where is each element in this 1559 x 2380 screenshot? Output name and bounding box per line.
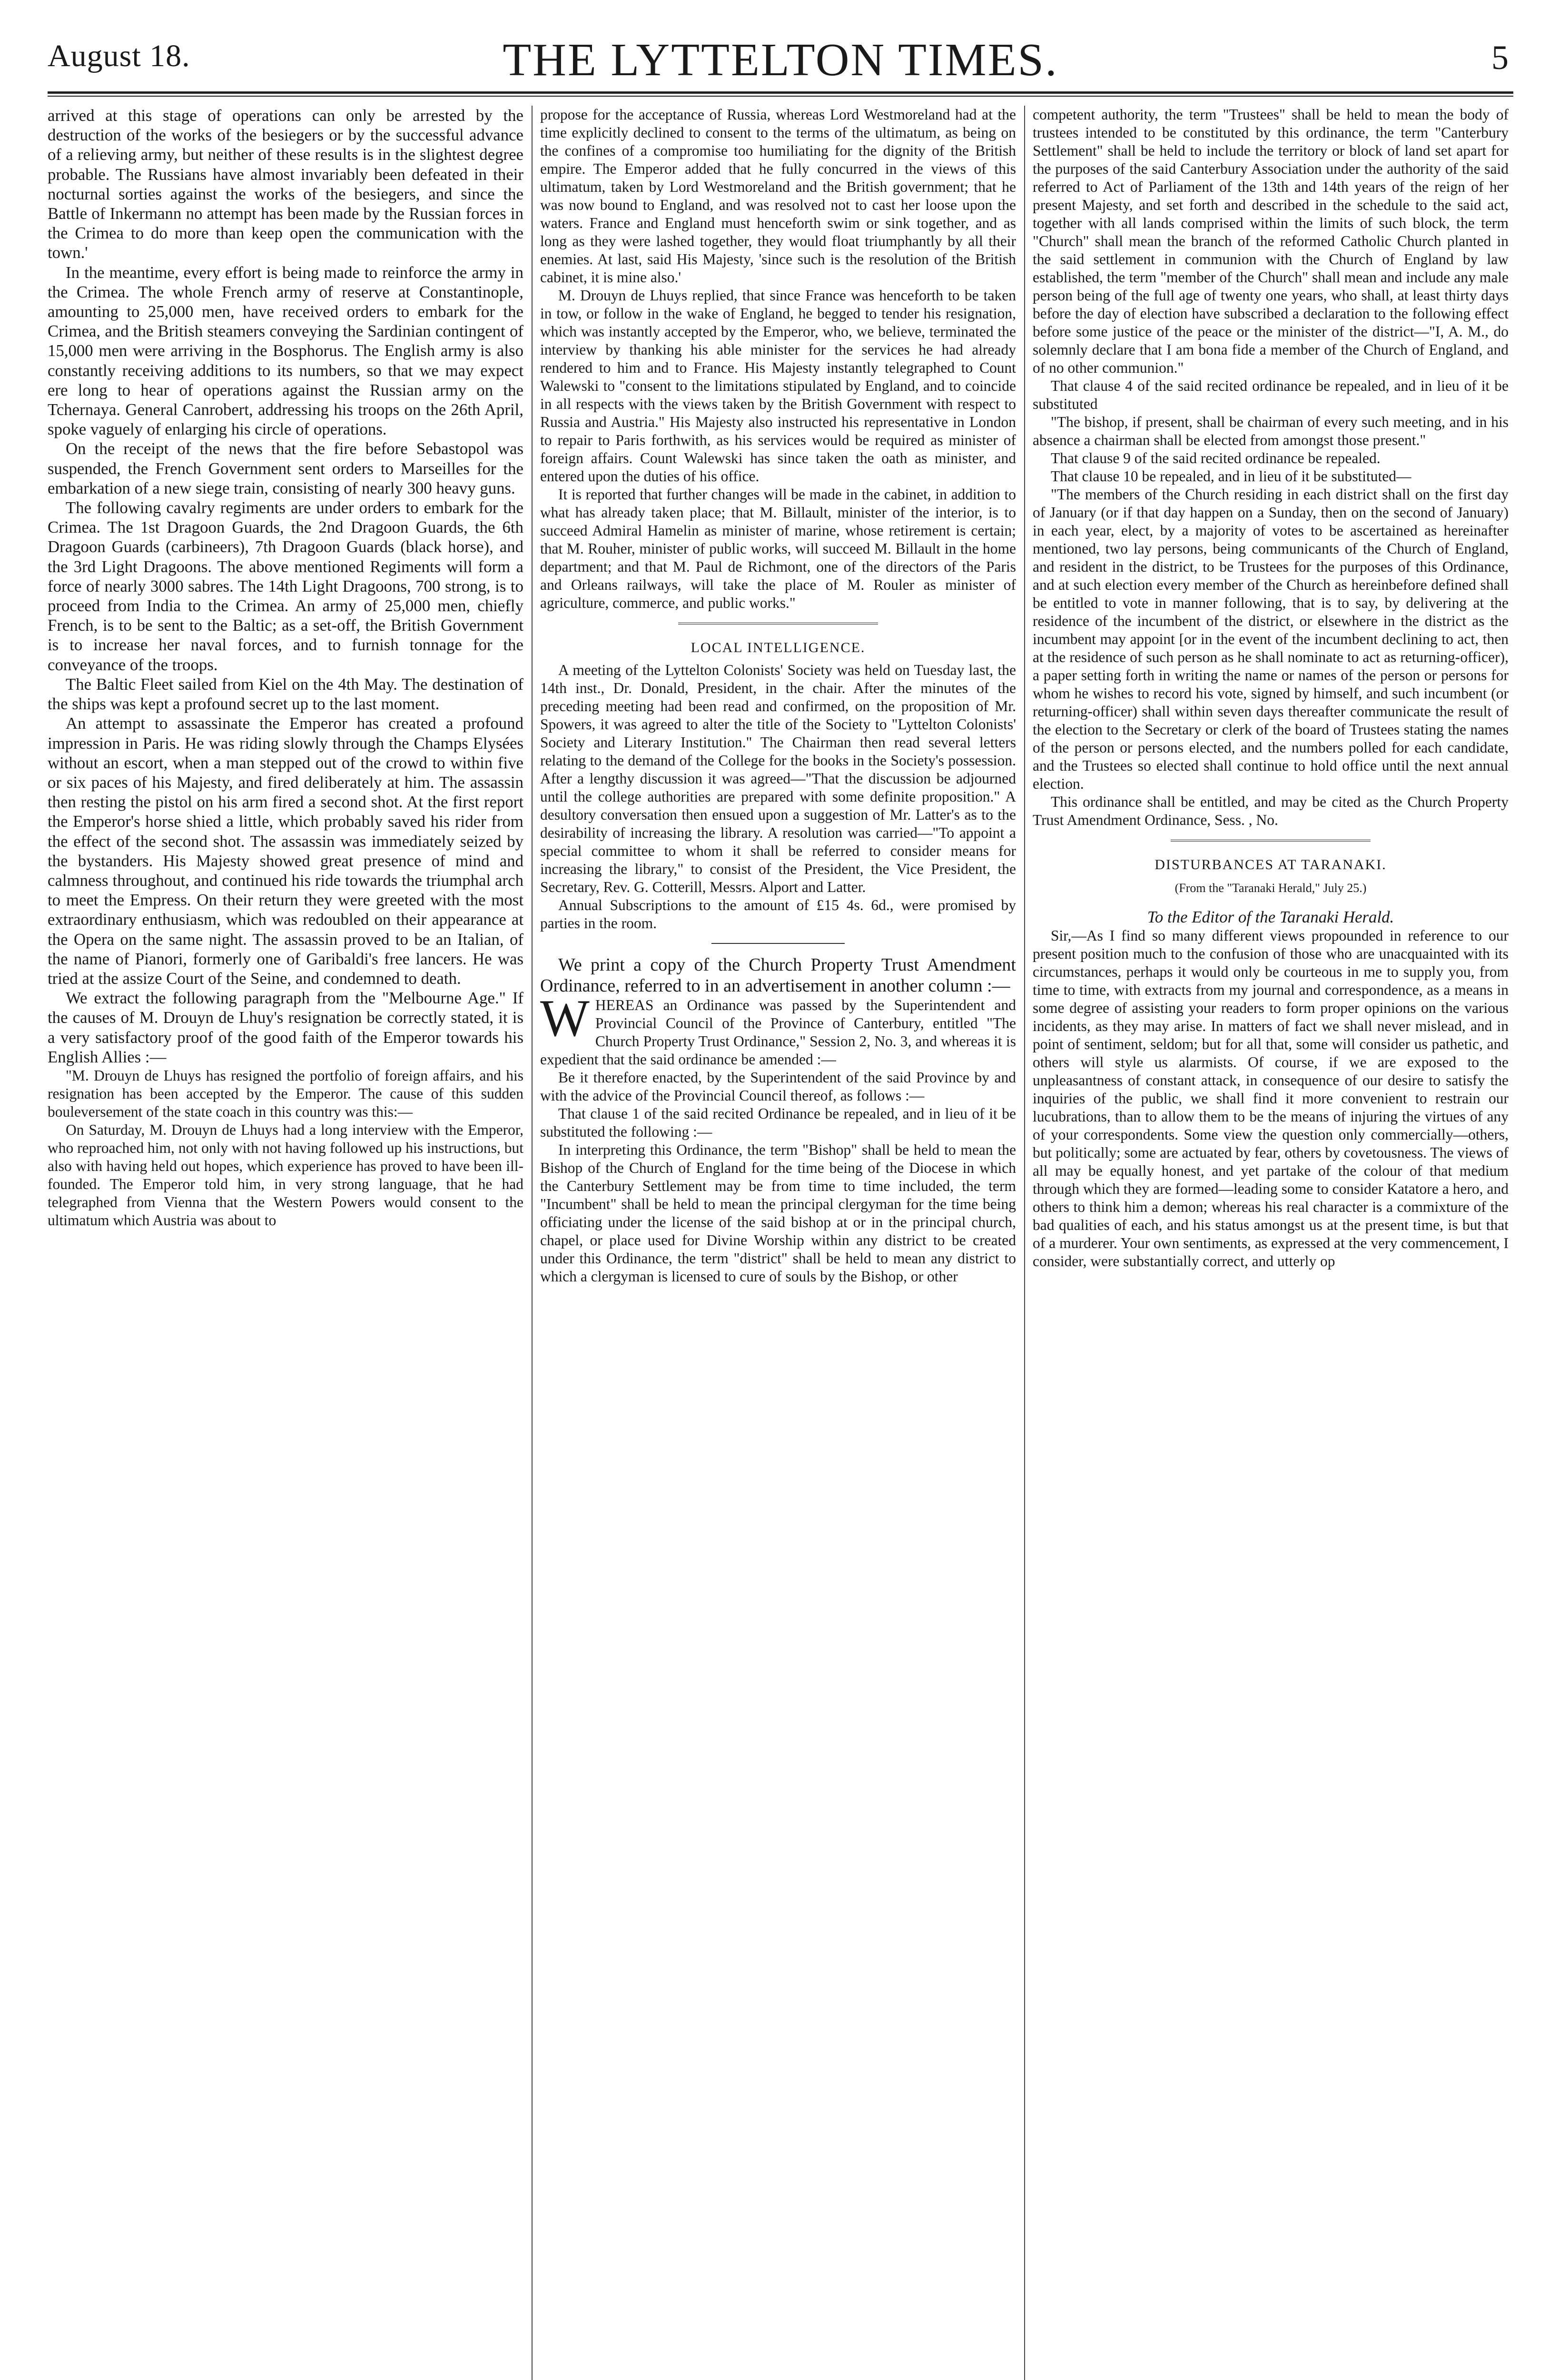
- article-paragraph: In the meantime, every effort is being made to reinforce the army in the Crimea. The whole French army of reserve at Constantinople, amounting to 25,000 men, have received orders to embark for the Crimea, and the British steamers conveying the Sardinian contingent of 15,000 men were arriving in the Bosphorus. The English army is also constantly receiving additions to its numbers, so that we may expect ere long to hear of operations against the Russian army on the Tchernaya. General Canrobert, addressing his troops on the 26th April, spoke vaguely of enlarging his circle of operations.: [48, 263, 523, 439]
- letter-body: Sir,—As I find so many different views propounded in reference to our present position much to the confusion of those who are unacquainted with its circumstances, perhaps it would only be courteous in me to supply you, from time to time, with extracts from my journal and correspondence, as a means in some degree of assisting your readers to form proper opinions on the various incidents, as they may arise. In matters of fact we shall never mislead, and in point of sentiment, seldom; but for all that, some will consider us pathetic, and others will style us alarmists. Of course, if we are exposed to the unpleasantness of constant attack, in consequence of our desire to satisfy the inquiries of the public, we shall find it more convenient to restrain our lucubrations, than to allow them to be the means of injuring the virtues of any of your correspondents. Some view the question only commercially—others, but politically; some are actuated by fear, others by covetousness. The views of all may be equally honest, and yet partake of the colour of that medium through which they are formed—leading some to consider Katatore a hero, and others to think him a demon; whereas his real character is a commixture of the bad qualities of each, and his status amongst us at the present time, is but that of a murderer. Your own sentiments, as expressed at the very commencement, I consider, were substantially correct, and utterly op: [1033, 927, 1509, 1270]
- quoted-paragraph: It is reported that further changes will be made in the cabinet, in addition to what has already taken place; that M. Billault, minister of the interior, is to succeed Admiral Hamelin as minister of marine, whose retirement is certain; that M. Rouher, minister of public works, will succeed M. Billault in the home department; and that M. Paul de Richmont, one of the directors of the Paris and Orleans railways, will take the place of M. Rouler as minister of agriculture, commerce, and public works.": [540, 486, 1016, 611]
- article-paragraph: The Baltic Fleet sailed from Kiel on the 4th May. The destination of the ships was kept a profound secret up to the last moment.: [48, 674, 523, 714]
- ordinance-paragraph: This ordinance shall be entitled, and may be cited as the Church Property Trust Amendment Ordinance, Sess. , No.: [1033, 793, 1509, 828]
- ordinance-preamble-text: HEREAS an Ordinance was passed by the Superintendent and Provincial Council of the Province of Canterbury, entitled "The Church Property Trust Ordinance," Session 2, No. 3, and whereas it is expedient that the said ordinance be amended :—: [540, 997, 1016, 1068]
- article-paragraph: A meeting of the Lyttelton Colonists' Society was held on Tuesday last, the 14th inst., Dr. Donald, President, in the chair. After the minutes of the preceding meeting had been read and confirmed, on the proposition of Mr. Spowers, it was agreed to alter the title of the Society to "Lyttelton Colonists' Society and Literary Institution." The Chairman then read several letters relating to the demand of the College for the books in the Society's possession. After a lengthy discussion it was agreed—"That the discussion be adjourned until the college authorities are prepared with some definite proposition." A desultory conversation then ensued upon a suggestion of Mr. Latter's as to the desirability of increasing the library. A resolution was carried—"To appoint a special committee to whom it shall be referred to consider means for increasing the library," to consist of the President, the Vice President, the Secretary, Rev. G. Cotterill, Messrs. Alport and Latter.: [540, 662, 1016, 895]
- column-divider: [1024, 106, 1025, 2380]
- drop-cap: W: [540, 989, 590, 1047]
- article-paragraph: We extract the following paragraph from the "Melbourne Age." If the causes of M. Drouyn de Lhuy's resignation be correctly stated, it is a very satisfactory proof of the good faith of the Emperor towards his English Allies :—: [48, 989, 523, 1066]
- section-divider: [711, 943, 845, 944]
- quoted-paragraph: On Saturday, M. Drouyn de Lhuys had a long interview with the Emperor, who reproached him, not only with not having followed up his instructions, but also with having held out hopes, which experience has proved to have been ill-founded. The Emperor told him, in very strong language, that he had telegraphed from Vienna that the Western Powers would consent to the ultimatum which Austria was about to: [48, 1121, 523, 1229]
- article-paragraph: arrived at this stage of operations can only be arrested by the destruction of the works of the besiegers or by the successful advance of a relieving army, but neither of these results is in the slightest degree probable. The Russians have almost invariably been defeated in their nocturnal sorties against the works of the besiegers, and since the Battle of Inkermann no attempt has been made by the Russian forces in the Crimea to do more than keep open the communication with the town.': [48, 106, 523, 262]
- ordinance-paragraph: That clause 9 of the said recited ordinance be repealed.: [1051, 450, 1381, 466]
- ordinance-paragraph: That clause 1 of the said recited Ordinance be repealed, and in lieu of it be substituted the following :—: [540, 1105, 1016, 1140]
- article-paragraph: On the receipt of the news that the fire before Sebastopol was suspended, the French Government sent orders to Marseilles for the embarkation of a new siege train, consisting of nearly 300 heavy guns.: [48, 439, 523, 497]
- column-2: [540, 106, 1016, 1286]
- page-number: 5: [1491, 39, 1509, 77]
- quoted-paragraph: propose for the acceptance of Russia, whereas Lord Westmoreland had at the time explicitly declined to consent to the terms of the ultimatum, as being on the confines of a compromise too humiliating for the dignity of the British empire. The Emperor added that he fully concurred in the views of this ultimatum, taken by Lord Westmoreland and the British government; that he was now bound to England, and was resolved not to cast her loose upon the waters. France and England must henceforth swim or sink together, and as long as they were lashed together, they would float triumphantly by all their enemies. At last, said His Majesty, 'since such is the resolution of the British cabinet, it is mine also.': [540, 106, 1016, 286]
- section-heading: DISTURBANCES AT TARANAKI.: [1154, 857, 1387, 873]
- masthead: [48, 33, 1513, 90]
- article-paragraph: We print a copy of the Church Property Trust Amendment Ordinance, referred to in an advertisement in another column :—: [540, 955, 1016, 996]
- ordinance-preamble: [540, 989, 1016, 1069]
- ordinance-paragraph: That clause 10 be repealed, and in lieu of it be substituted—: [1051, 468, 1411, 485]
- ordinance-paragraph: "The bishop, if present, shall be chairman of every such meeting, and in his absence a chairman shall be elected from amongst those present.": [1033, 414, 1509, 448]
- article-paragraph: The following cavalry regiments are under orders to embark for the Crimea. The 1st Dragoon Guards, the 2nd Dragoon Guards, the 6th Dragoon Guards (carbineers), 7th Dragoon Guards (black horse), and the 3rd Light Dragoons. The above mentioned Regiments will form a force of nearly 3000 sabres. The 14th Light Dragoons, 700 strong, is to proceed from India to the Crimea. An army of 25,000 men, chiefly French, is to be sent to the Baltic; as a set-off, the British Government is to increase her naval forces, and to furnish tonnage for the conveyance of the troops.: [48, 498, 523, 674]
- ordinance-paragraph: "The members of the Church residing in each district shall on the first day of January (or if that day happen on a Sunday, then on the second of January) in each year, elect, by a majority of votes to be ascertained as hereinafter mentioned, two lay persons, being communicants of the Church of England, and resident in the district, to be Trustees for the purposes of this Ordinance, and at such election every member of the Church as hereinbefore defined shall be entitled to vote in manner following, that is to say, by delivering at the residence of the incumbent of the district, or elsewhere in the district as the incumbent may appoint [or in the event of the incumbent declining to act, then at the residence of such person as he shall nominate to act as returning-officer), a paper setting forth in writing the name or names of the person or persons for whom he wishes to record his vote, signed by himself, and such incumbent (or returning-officer) shall within seven days thereafter communicate the result of the election to the Secretary or clerk of the board of Trustees stating the names of the person or persons elected, and the numbers polled for each candidate, and the Trustees so elected shall continue to hold office until the next annual election.: [1033, 486, 1509, 792]
- section-source: (From the "Taranaki Herald," July 25.): [1174, 881, 1367, 895]
- section-heading: LOCAL INTELLIGENCE.: [691, 640, 866, 655]
- letter-address: To the Editor of the Taranaki Herald.: [1147, 908, 1394, 927]
- quoted-paragraph: M. Drouyn de Lhuys replied, that since France was henceforth to be taken in tow, or follow in the wake of England, he begged to tender his resignation, which was instantly accepted by the Emperor, who, we believe, terminated the interview by thanking his able minister for the services he had already rendered to him and to France. His Majesty instantly telegraphed to Count Walewski to "consent to the limitations stipulated by England, and to coincide in all respects with the views taken by the British Government with respect to Russia and Austria." His Majesty also instructed his representative in London to repair to Paris forthwith, as his services would be required as minister of foreign affairs. Count Walewski has since taken the oath as minister, and entered upon the duties of his office.: [540, 287, 1016, 485]
- column-1: [48, 106, 523, 1230]
- newspaper-title: THE LYTTELTON TIMES.: [503, 34, 1058, 86]
- quoted-paragraph: "M. Drouyn de Lhuys has resigned the portfolio of foreign affairs, and his resignation has been accepted by the Emperor. The cause of this sudden bouleversement of the state coach in this country was this:—: [48, 1067, 523, 1120]
- issue-date: August 18.: [48, 39, 190, 73]
- column-3: [1033, 106, 1509, 1270]
- section-divider: [1171, 840, 1371, 843]
- article-paragraph: Annual Subscriptions to the amount of £15 4s. 6d., were promised by parties in the room.: [540, 897, 1016, 932]
- column-divider: [532, 106, 533, 2380]
- masthead-rule: [48, 91, 1513, 97]
- section-divider: [678, 623, 878, 626]
- article-paragraph: An attempt to assassinate the Emperor has created a profound impression in Paris. He was riding slowly through the Champs Elysées without an escort, when a man stepped out of the crowd to within five or six paces of his Majesty, and fired deliberately at him. The assassin then resting the pistol on his arm fired a second shot. At the first report the Emperor's horse shied a little, which probably saved his rider from the effect of the second shot. The assassin was immediately seized by the bystanders. His Majesty showed great presence of mind and calmness throughout, and continued his ride towards the triumphal arch to meet the Empress. On their return they were greeted with the most extraordinary enthusiasm, which was redoubled on their appearance at the Opera on the same night. The assassin proved to be an Italian, of the name of Pianori, formerly one of Garibaldi's free lancers. He was tried at the assize Court of the Seine, and condemned to death.: [48, 714, 523, 988]
- ordinance-paragraph: In interpreting this Ordinance, the term "Bishop" shall be held to mean the Bishop of the Church of England for the time being of the Diocese in which the Canterbury Settlement may be from time to time included, the term "Incumbent" shall be held to mean the principal clergyman for the time being officiating under the license of the said bishop at or in the principal church, chapel, or place used for Divine Worship within any district to be created under this Ordinance, the term "district" shall be held to mean any district to which a clergyman is licensed to cure of souls by the Bishop, or other: [540, 1141, 1016, 1285]
- ordinance-paragraph: competent authority, the term "Trustees" shall be held to mean the body of trustees intended to be constituted by this ordinance, the term "Canterbury Settlement" shall be held to include the territory or block of land set apart for the purposes of the said Canterbury Association under the authority of the said referred to Act of Parliament of the 13th and 14th years of the reign of her present Majesty, and set forth and described in the schedule to the said act, together with all lands comprised within the limits of such block, the term "Church" shall mean the branch of the reformed Catholic Church planted in the said settlement in communion with the Church of England by law established, the term "member of the Church" shall mean and include any male person being of the full age of twenty one years, who shall, at least thirty days before the day of election have subscribed a declaration to the following effect before some justice of the peace or the minister of the district—"I, A. M., do solemnly declare that I am bona fide a member of the Church of England, and of no other communion.": [1033, 106, 1509, 376]
- ordinance-paragraph: Be it therefore enacted, by the Superintendent of the said Province by and with the advice of the Provincial Council thereof, as follows :—: [540, 1069, 1016, 1104]
- ordinance-paragraph: That clause 4 of the said recited ordinance be repealed, and in lieu of it be substituted: [1033, 377, 1509, 412]
